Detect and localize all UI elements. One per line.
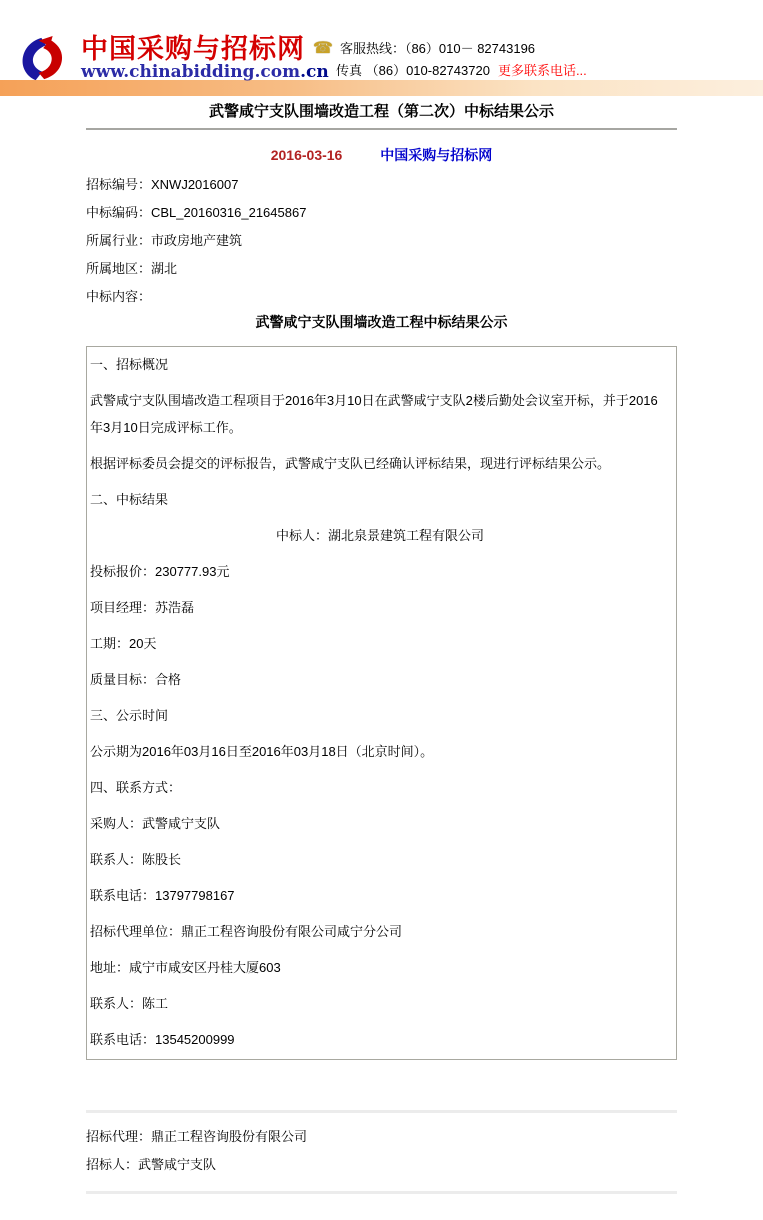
meta-line: 中标编码：CBL_20160316_21645867 [86, 205, 307, 220]
notice-line: 质量目标：合格 [90, 672, 182, 687]
chinabidding-logo-icon [18, 35, 76, 82]
notice-line: 工期：20天 [90, 636, 157, 651]
site-url [81, 63, 329, 82]
notice-line: 武警咸宁支队围墙改造工程项目于2016年3月10日在武警咸宁支队2楼后勤处会议室开标，并于2016年3月10日完成评标工作。 [90, 393, 658, 435]
site-logo[interactable] [18, 35, 329, 82]
notice-line: 招标代理单位：鼎正工程咨询股份有限公司咸宁分公司 [90, 924, 403, 939]
notice-line: 联系电话：13797798167 [90, 888, 235, 903]
notice-line: 联系人：陈工 [90, 996, 169, 1011]
notice-line: 根据评标委员会提交的评标报告，武警咸宁支队已经确认评标结果，现进行评标结果公示。 [90, 456, 611, 471]
meta-line: 招标编号：XNWJ2016007 [86, 177, 239, 192]
notice-line: 四、联系方式： [90, 780, 182, 795]
footer-divider-top [86, 1110, 677, 1113]
content-title: 武警咸宁支队围墙改造工程中标结果公示 [255, 314, 508, 330]
notice-line: 中标人：湖北泉景建筑工程有限公司 [275, 528, 484, 543]
title-divider [86, 128, 677, 130]
meta-line: 所属行业：市政房地产建筑 [86, 233, 243, 248]
source-site-link[interactable]: 中国采购与招标网 [380, 147, 493, 163]
notice-line: 联系电话：13545200999 [90, 1032, 235, 1047]
notice-box [86, 346, 677, 1060]
notice-line: 二、中标结果 [90, 492, 169, 507]
more-contacts-link[interactable]: 更多联系电话... [497, 63, 587, 78]
header-divider-bar [0, 80, 763, 96]
phone-icon: ☎ [313, 40, 333, 57]
hotline-text: 客服热线：（86）010－ 82743196 [339, 41, 536, 56]
meta-line: 中标内容： [86, 289, 152, 304]
main-content [86, 104, 677, 1194]
notice-line: 联系人：陈股长 [90, 852, 182, 867]
footer-block [86, 1110, 677, 1194]
logo-text [81, 35, 329, 82]
notice-line: 三、公示时间 [90, 708, 169, 723]
contact-info [313, 38, 587, 82]
date-line [86, 148, 677, 163]
site-url-suffix: .cn [300, 62, 329, 82]
footer-agent: 招标代理：鼎正工程咨询股份有限公司 [86, 1129, 308, 1144]
meta-list [86, 171, 677, 311]
fax-text: 传真 （86）010-82743720 [336, 63, 490, 78]
footer-divider-bottom [86, 1191, 677, 1194]
fax-row [313, 60, 587, 82]
notice-line: 地址：咸宁市咸安区丹桂大厦603 [90, 960, 281, 975]
notice-line: 投标报价：230777.93元 [90, 564, 230, 579]
page-title: 武警咸宁支队围墙改造工程（第二次）中标结果公示 [208, 103, 554, 120]
meta-line: 所属地区：湖北 [86, 261, 178, 276]
hotline-row [313, 38, 587, 60]
publish-date: 2016-03-16 [270, 147, 343, 163]
notice-line: 一、招标概况 [90, 357, 169, 372]
notice-line: 项目经理：苏浩磊 [90, 600, 195, 615]
notice-line: 公示期为2016年03月16日至2016年03月18日（北京时间）。 [90, 744, 434, 759]
site-name: 中国采购与招标网 [81, 34, 305, 64]
site-header [0, 0, 763, 80]
footer-tenderee: 招标人：武警咸宁支队 [86, 1157, 217, 1172]
site-url-main: www.chinabidding.com [81, 62, 301, 82]
notice-line: 采购人：武警咸宁支队 [90, 816, 221, 831]
